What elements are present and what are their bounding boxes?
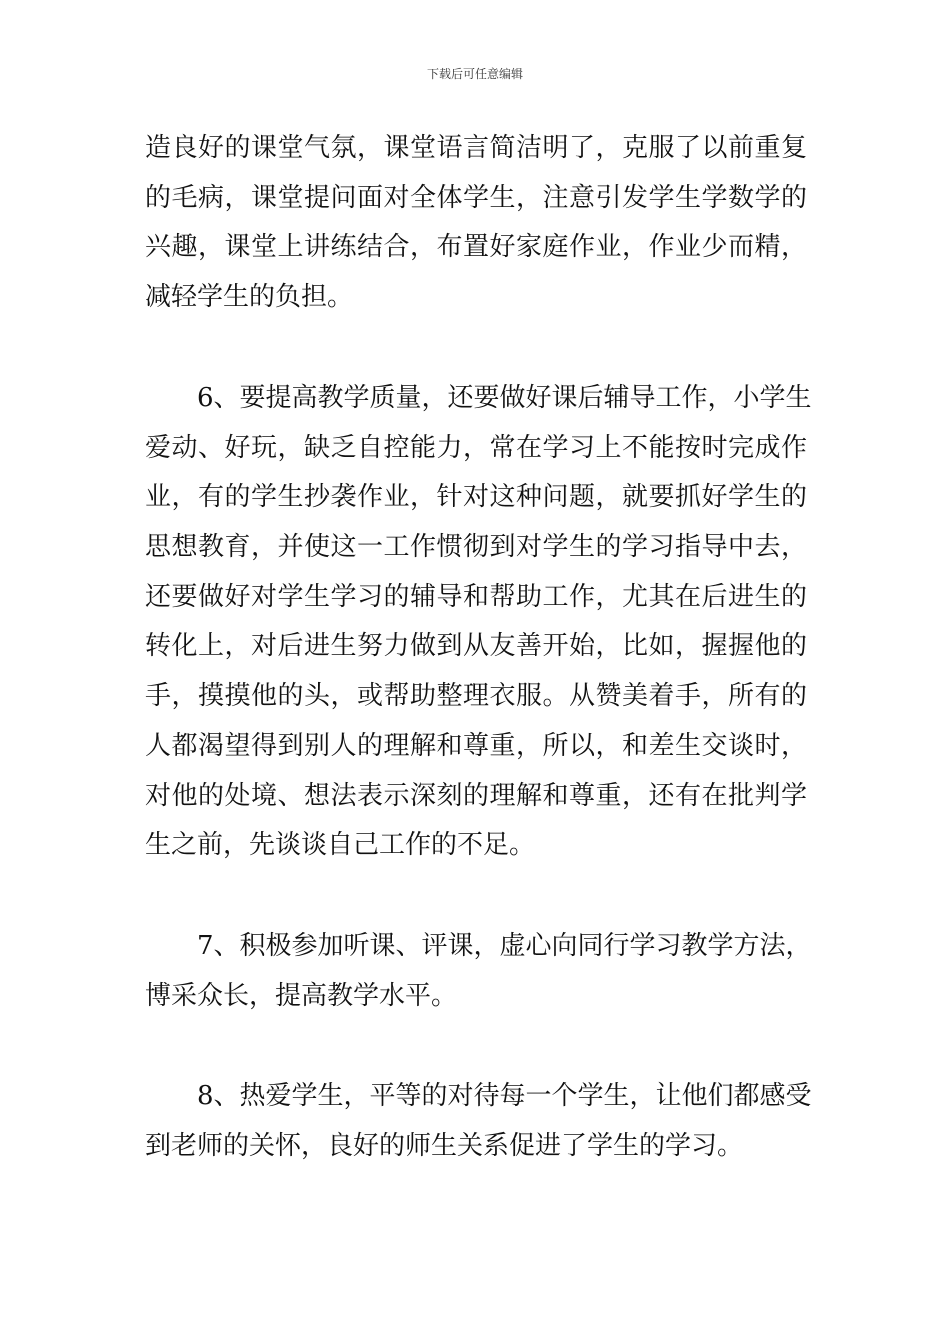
paragraph-item-7 [145,922,812,1021]
paragraph-line: 还要做好对学生学习的辅导和帮助工作，尤其在后进生的 [145,581,807,612]
paragraph-line: 8、热爱学生，平等的对待每一个学生，让他们都感受 [197,1081,812,1111]
paragraph-line: 对他的处境、想法表示深刻的理解和尊重，还有在批判学 [145,780,807,811]
paragraph-item-8 [145,1072,812,1171]
paragraph-line: 思想教育，并使这一工作惯彻到对学生的学习指导中去， [145,532,807,563]
paragraph-line: 转化上，对后进生努力做到从友善开始，比如，握握他的 [145,631,807,662]
paragraph-line: 6、要提高教学质量，还要做好课后辅导工作，小学生 [197,383,812,413]
paragraph-line: 手，摸摸他的头，或帮助整理衣服。从赞美着手，所有的 [145,681,807,712]
paragraph-intro [145,124,807,323]
page-header: 下载后可任意编辑 [426,67,523,81]
paragraph-line: 到老师的关怀，良好的师生关系促进了学生的学习。 [145,1130,744,1161]
paragraph-line: 7、积极参加听课、评课，虚心向同行学习教学方法， [197,931,812,961]
paragraph-line: 减轻学生的负担。 [145,282,354,313]
paragraph-line: 生之前，先谈谈自己工作的不足。 [145,830,536,861]
paragraph-line: 爱动、好玩，缺乏自控能力，常在学习上不能按时完成作 [145,432,807,463]
paragraph-line: 的毛病，课堂提问面对全体学生，注意引发学生学数学的 [145,182,807,213]
paragraph-line: 人都渴望得到别人的理解和尊重，所以，和差生交谈时， [145,730,807,761]
paragraph-item-6 [145,374,812,871]
paragraph-line: 业，有的学生抄袭作业，针对这种问题，就要抓好学生的 [145,482,807,513]
paragraph-line: 兴趣，课堂上讲练结合，布置好家庭作业，作业少而精， [145,232,807,263]
paragraph-line: 造良好的课堂气氛，课堂语言简洁明了，克服了以前重复 [145,133,807,163]
paragraph-line: 博采众长，提高教学水平。 [145,980,458,1011]
